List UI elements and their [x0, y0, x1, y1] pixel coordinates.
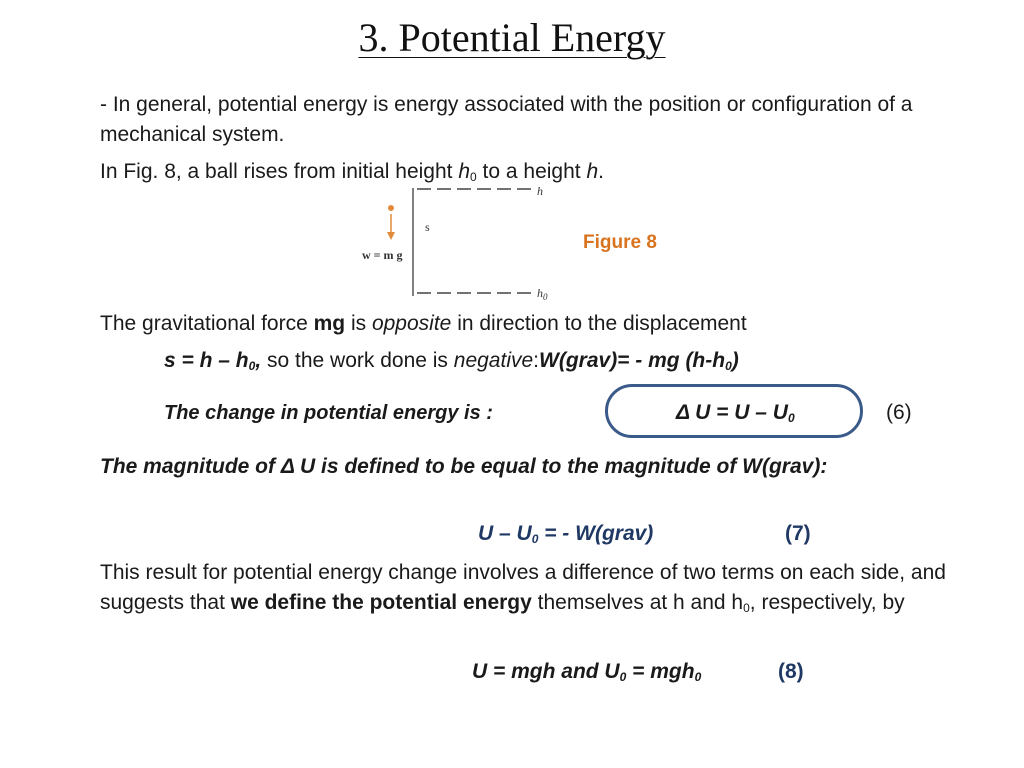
figure-h0-label	[537, 286, 548, 301]
paragraph-magnitude: The magnitude of Δ U is defined to be equal to the magnitude of W(grav):	[100, 455, 828, 478]
text: so the work done is	[261, 349, 454, 372]
ball-icon	[388, 205, 394, 211]
eq-w: W(grav)= - mg (h-h	[539, 349, 726, 372]
sub: 0	[619, 670, 627, 684]
text: U = mgh and U	[472, 660, 620, 683]
text: h	[537, 286, 543, 300]
sub: 0	[543, 292, 548, 302]
text: themselves at h and h	[531, 591, 744, 614]
force-arrow-head	[387, 232, 395, 240]
text: ,	[255, 349, 262, 372]
text: This result for potential energy change involves a difference of two terms on each side, and suggests that	[100, 561, 946, 614]
figure-s-label: s	[425, 220, 430, 234]
figure-8-diagram	[355, 184, 575, 304]
equation-8-number: (8)	[778, 660, 804, 683]
bold-define: we define the potential energy	[230, 591, 532, 614]
bold-mg: mg	[313, 312, 346, 335]
text: to a height	[476, 160, 587, 183]
figure-w-label: w = m g	[362, 248, 403, 262]
equation-8	[472, 657, 701, 687]
sub: 0	[470, 170, 477, 184]
sub: 0	[787, 411, 795, 425]
text: )	[731, 349, 739, 372]
sub: 0	[694, 670, 702, 684]
text: .	[598, 160, 604, 183]
slide-title: 3. Potential Energy	[358, 15, 666, 60]
figure-caption: Figure 8	[583, 232, 657, 253]
paragraph-force	[100, 309, 980, 339]
text: = mgh	[626, 660, 695, 683]
text: The gravitational force	[100, 312, 314, 335]
sub: 0	[743, 601, 750, 615]
paragraph-define	[100, 558, 960, 618]
eq-s: s = h – h	[164, 349, 249, 372]
text: In Fig. 8, a ball rises from initial height	[100, 160, 459, 183]
text: = - W(grav)	[538, 522, 654, 545]
text: in direction to the displacement	[451, 312, 747, 335]
italic-opposite: opposite	[371, 312, 452, 335]
equation-6-number: (6)	[886, 401, 912, 424]
figure-h-label: h	[537, 184, 543, 198]
paragraph-intro: - In general, potential energy is energy associated with the position or configuration of a mechanical system.	[100, 93, 913, 146]
equation-7	[478, 519, 653, 549]
var-h: h	[586, 160, 599, 183]
text: , respectively, by	[749, 591, 905, 614]
sub: 0	[531, 532, 539, 546]
sub: 0	[248, 359, 256, 373]
text: Δ U = U – U	[676, 401, 788, 424]
paragraph-change: The change in potential energy is :	[164, 402, 493, 424]
text: U – U	[478, 522, 532, 545]
paragraph-work	[164, 346, 964, 376]
equation-7-number: (7)	[785, 522, 811, 545]
sub: 0	[725, 359, 732, 373]
text: :	[533, 349, 540, 372]
var-h0: h	[458, 160, 471, 183]
text: is	[345, 312, 372, 335]
paragraph-figure-ref	[100, 157, 800, 187]
italic-negative: negative	[453, 349, 534, 372]
equation-6	[676, 398, 795, 428]
